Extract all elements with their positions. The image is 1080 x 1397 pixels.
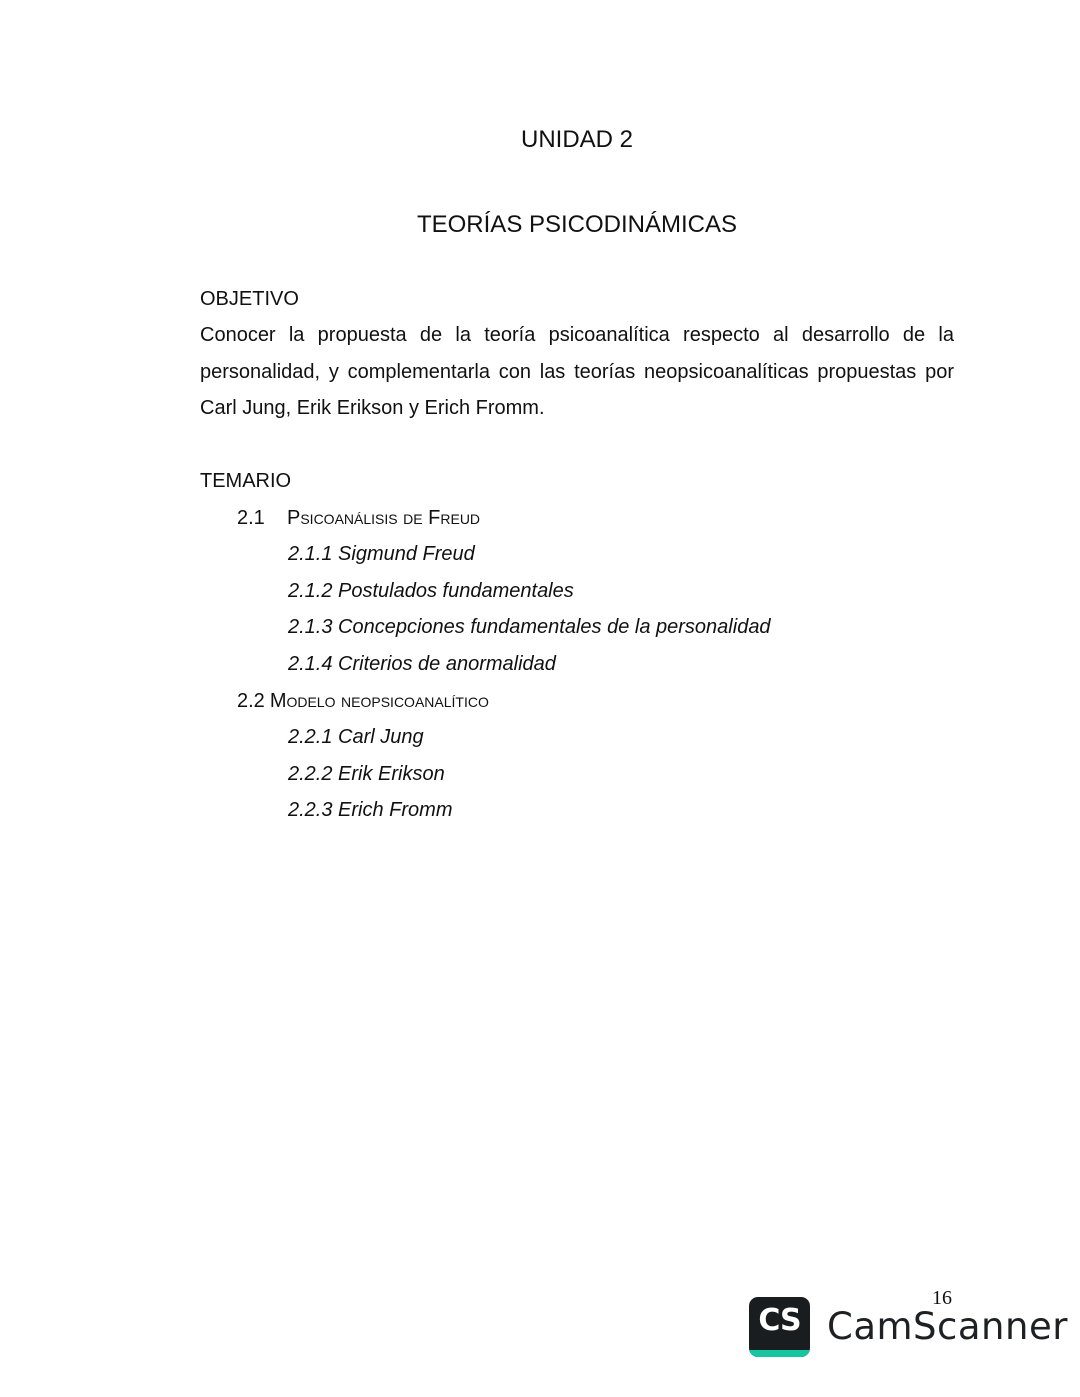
syllabus-heading: TEMARIO [200,470,292,492]
toc-subsection: 2.2.1 Carl Jung [288,726,424,748]
toc-subsection: 2.1.3 Concepciones fundamentales de la personalidad [288,616,771,638]
page-number: 16 [932,1287,952,1309]
toc-subsection: 2.2.2 Erik Erikson [288,763,445,785]
camscanner-badge-accent [749,1350,810,1357]
unit-title: UNIDAD 2 [520,126,634,153]
toc-section-title: Psicoanálisis de Freud [287,507,481,529]
toc-section-2-2 [237,687,489,715]
toc-subsection: 2.2.3 Erich Fromm [288,799,453,821]
objective-heading: OBJETIVO [200,288,299,310]
toc-section-number: 2.2 [237,690,265,712]
toc-subsection: 2.1.4 Criterios de anormalidad [288,653,556,675]
toc-section-number: 2.1 [237,507,265,529]
camscanner-watermark [749,1297,1068,1359]
camscanner-wordmark: CamScanner [827,1305,1068,1348]
toc-subsection: 2.1.2 Postulados fundamentales [288,580,574,602]
camscanner-badge-letters: CS [758,1303,801,1338]
toc-section-title: Modelo neopsicoanalítico [269,690,489,712]
toc-subsection: 2.1.1 Sigmund Freud [288,543,475,565]
toc-section-2-1 [237,504,480,532]
page-title: TEORÍAS PSICODINÁMICAS [416,211,738,238]
objective-paragraph: Conocer la propuesta de la teoría psicoanalítica respecto al desarrollo de la personalidad, y complementarla con las teorías neopsicoanalíticas propuestas por Carl Jung, Erik Erikson y Erich Fromm. [200,324,954,420]
camscanner-badge-icon [749,1297,810,1357]
